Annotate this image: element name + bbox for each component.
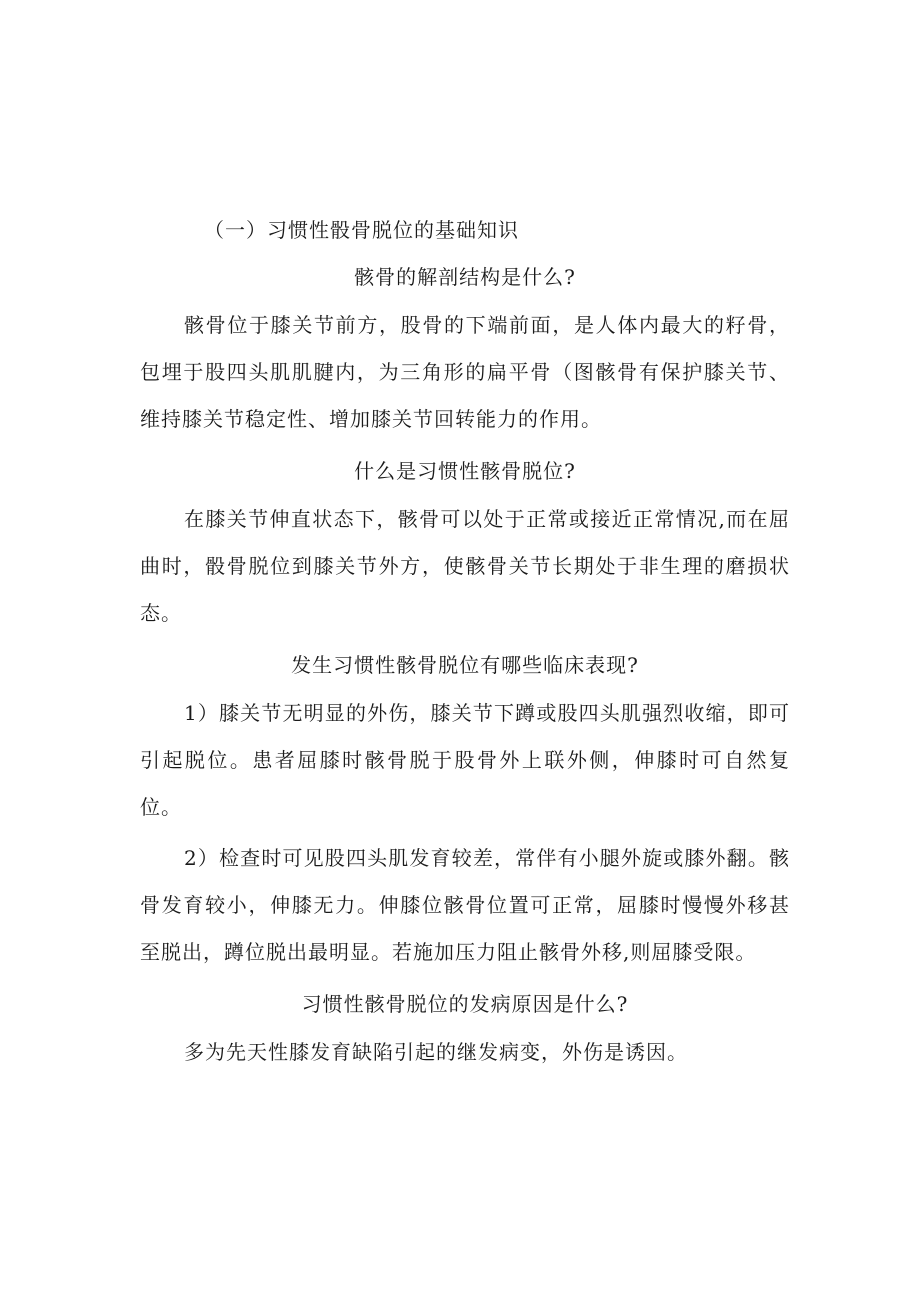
paragraph-causes: 多为先天性膝发育缺陷引起的继发病变，外伤是诱因。 [184,1040,688,1064]
answer-anatomy [140,302,790,443]
paragraph-symptom-1: 1）膝关节无明显的外伤，膝关节下蹲或股四头肌强烈收缩，即可引起脱位。患者屈膝时骸骨脱于股骨外上联外侧，伸膝时可自然复位。 [140,701,790,819]
question-heading-definition: 什么是习惯性骸骨脱位? [354,459,576,483]
paragraph-definition: 在膝关节伸直状态下，骸骨可以处于正常或接近正常情况,而在屈曲时，骰骨脱位到膝关节外方，使骸骨关节长期处于非生理的磨损状态。 [140,507,790,625]
answer-definition [140,496,790,637]
section-heading: （一）习惯性骰骨脱位的基础知识 [204,218,519,242]
question-heading-causes: 习惯性骸骨脱位的发病原因是什么? [301,992,629,1016]
question-heading-symptoms: 发生习惯性骸骨脱位有哪些临床表现? [291,653,639,677]
answer-symptoms [140,690,790,976]
paragraph-anatomy: 骸骨位于膝关节前方，股骨的下端前面，是人体内最大的籽骨，包埋于股四头肌肌腱内，为三角形的扁平骨（图骸骨有保护膝关节、维持膝关节稳定性、增加膝关节回转能力的作用。 [140,313,790,431]
paragraph-symptom-2: 2）检查时可见股四头肌发育较差，常伴有小腿外旋或膝外翻。骸骨发育较小，伸膝无力。伸膝位骸骨位置可正常，屈膝时慢慢外移甚至脱出，蹲位脱出最明显。若施加压力阻止骸骨外移,则屈膝受限。 [140,846,790,964]
question-heading-anatomy: 骸骨的解剖结构是什么? [354,265,576,289]
answer-causes [140,1029,790,1076]
